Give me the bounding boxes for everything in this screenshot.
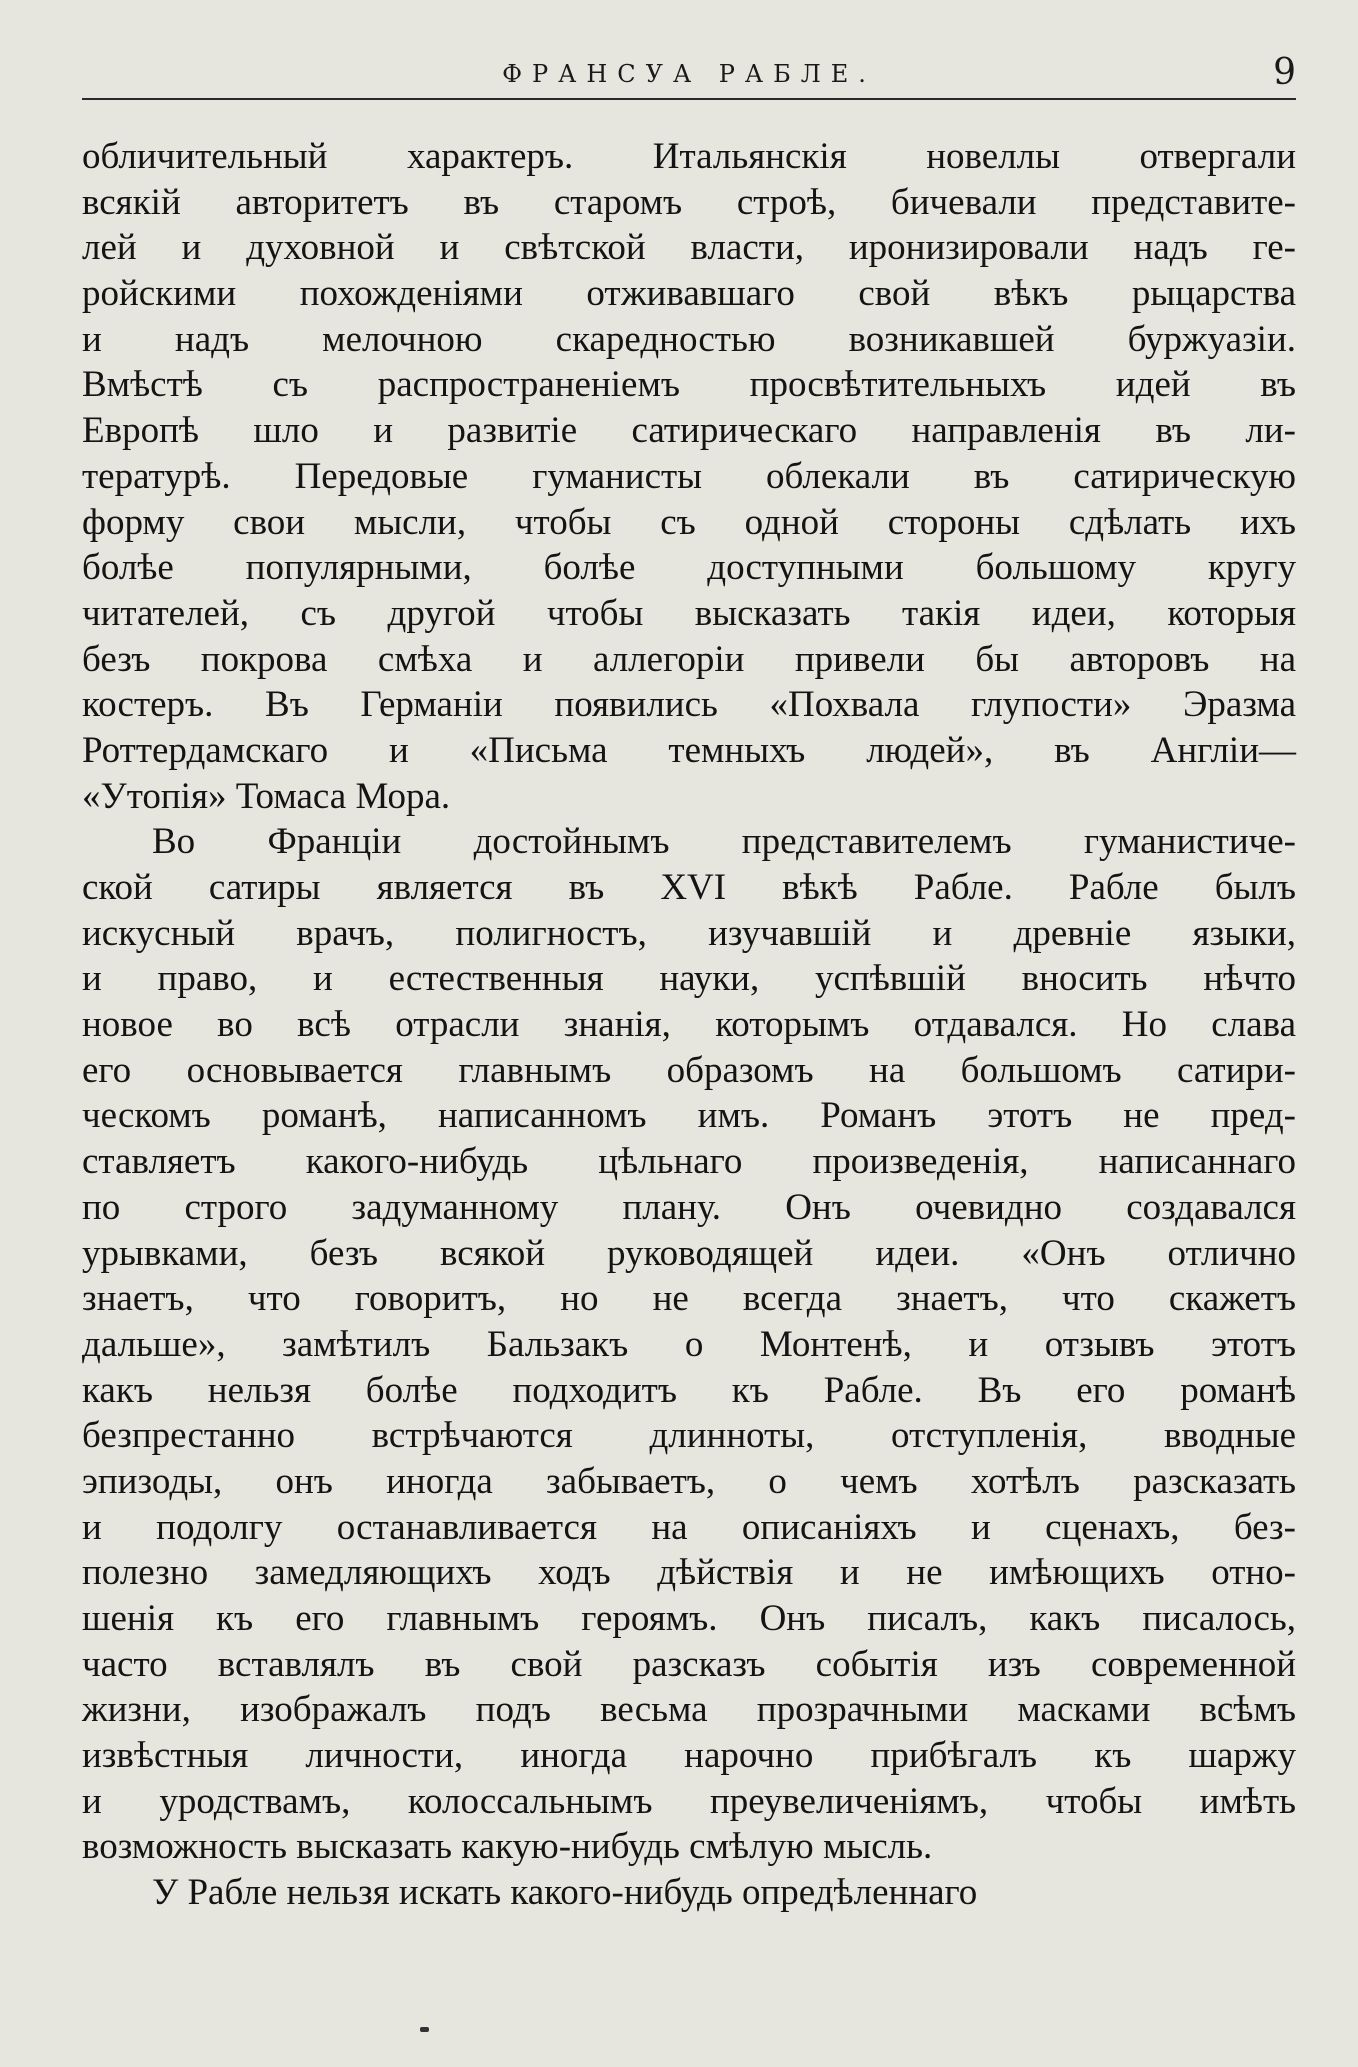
header-rule: [82, 98, 1296, 100]
text-line: новое во всѣ отрасли знанія, которымъ отдавался. Но слава: [82, 1004, 1296, 1046]
text-line: обличительный характеръ. Итальянскія новеллы отвергали: [82, 136, 1296, 177]
running-title: ФРАНСУА РАБЛЕ.: [502, 60, 876, 88]
text-line: форму свои мысли, чтобы съ одной стороны сдѣлать ихъ: [82, 501, 1296, 543]
paragraph: [82, 134, 1296, 819]
page-number: 9: [1273, 52, 1296, 93]
text-line: и подолгу останавливается на описаніяхъ и сценахъ, без-: [82, 1506, 1296, 1548]
text-line: знаетъ, что говоритъ, но не всегда знаетъ, что скажетъ: [82, 1278, 1296, 1320]
text-line: искусный врачъ, полигностъ, изучавшій и древніе языки,: [82, 912, 1296, 954]
text-line: полезно замедляющихъ ходъ дѣйствія и не имѣющихъ отно-: [82, 1552, 1296, 1594]
text-line: тературѣ. Передовые гуманисты облекали въ сатирическую: [82, 455, 1296, 497]
text-line: какъ нельзя болѣе подходитъ къ Рабле. Въ его романѣ: [82, 1369, 1296, 1411]
text-line: по строго задуманному плану. Онъ очевидно создавался: [82, 1186, 1296, 1228]
text-line: ской сатиры является въ XVI вѣкѣ Рабле. Рабле былъ: [82, 867, 1296, 908]
text-line: его основывается главнымъ образомъ на большомъ сатири-: [82, 1049, 1296, 1091]
text-line: шенія къ его главнымъ героямъ. Онъ писалъ, какъ писалось,: [82, 1598, 1296, 1639]
text-line: жизни, изображалъ подъ весьма прозрачными масками всѣмъ: [82, 1689, 1296, 1731]
paragraph: [82, 819, 1296, 1870]
printer-mark: [420, 2027, 429, 2032]
text-line: возможность высказать какую-нибудь смѣлую мысль.: [82, 1826, 933, 1868]
text-line: Европѣ шло и развитіе сатирическаго направленія въ ли-: [82, 410, 1296, 452]
text-line: «Утопія» Томаса Мора.: [82, 775, 451, 817]
text-line: и уродствамъ, колоссальнымъ преувеличеніямъ, чтобы имѣть: [82, 1780, 1296, 1822]
text-line: и право, и естественныя науки, успѣвшій вносить нѣчто: [82, 958, 1296, 1000]
text-line: У Рабле нельзя искать какого-нибудь опредѣленнаго: [152, 1872, 978, 1914]
text-line: эпизоды, онъ иногда забываетъ, о чемъ хотѣлъ разсказать: [82, 1460, 1296, 1502]
text-line: читателей, съ другой чтобы высказать такія идеи, которыя: [82, 592, 1296, 634]
text-line: ройскими похожденіями отживавшаго свой вѣкъ рыцарства: [82, 273, 1296, 315]
text-line: Вмѣстѣ съ распространеніемъ просвѣтительныхъ идей въ: [82, 364, 1296, 406]
text-line: безпрестанно встрѣчаются длинноты, отступленія, вводные: [82, 1415, 1296, 1457]
text-line: всякій авторитетъ въ старомъ строѣ, бичевали представите-: [82, 181, 1296, 223]
text-line: Во Франціи достойнымъ представителемъ гуманистиче-: [152, 821, 1296, 863]
text-line: часто вставлялъ въ свой разсказъ событія изъ современной: [82, 1643, 1296, 1685]
body-text: [82, 134, 1296, 1916]
text-line: болѣе популярными, болѣе доступными большому кругу: [82, 547, 1296, 589]
text-line: урывками, безъ всякой руководящей идеи. «Онъ отлично: [82, 1232, 1296, 1274]
text-line: ставляетъ какого-нибудь цѣльнаго произведенія, написаннаго: [82, 1141, 1296, 1183]
text-line: лей и духовной и свѣтской власти, иронизировали надъ ге-: [82, 227, 1296, 269]
text-line: извѣстныя личности, иногда нарочно прибѣгалъ къ шаржу: [82, 1735, 1296, 1777]
text-line: дальше», замѣтилъ Бальзакъ о Монтенѣ, и отзывъ этотъ: [82, 1323, 1296, 1365]
text-line: ческомъ романѣ, написанномъ имъ. Романъ этотъ не пред-: [82, 1095, 1296, 1137]
page-header: [82, 52, 1296, 104]
text-line: костеръ. Въ Германіи появились «Похвала глупости» Эразма: [82, 684, 1296, 726]
paragraph: [82, 1870, 1296, 1916]
text-line: и надъ мелочною скаредностью возникавшей буржуазіи.: [82, 318, 1296, 360]
text-line: безъ покрова смѣха и аллегоріи привели бы авторовъ на: [82, 638, 1296, 680]
text-line: Роттердамскаго и «Письма темныхъ людей», въ Англіи—: [82, 729, 1296, 771]
